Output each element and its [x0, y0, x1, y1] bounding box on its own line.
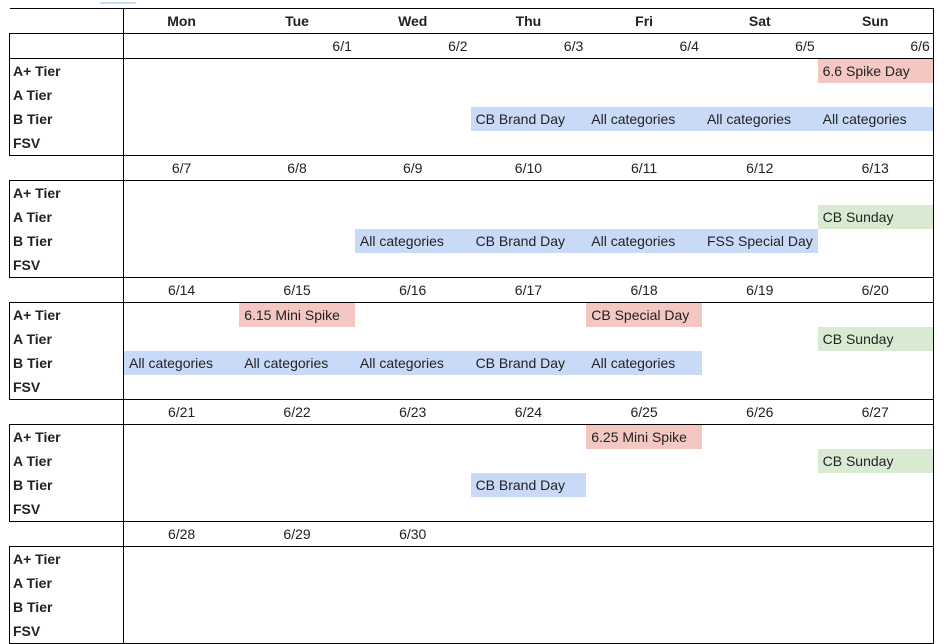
day-cell[interactable]: [471, 375, 587, 400]
date-cell: [702, 522, 818, 547]
day-cell[interactable]: [239, 327, 355, 351]
day-cell[interactable]: [702, 229, 818, 253]
day-cell[interactable]: [818, 619, 934, 644]
day-cell[interactable]: [586, 131, 702, 156]
day-cell[interactable]: [124, 253, 240, 278]
day-cell[interactable]: [471, 107, 587, 131]
date-cell: 6/18: [586, 278, 702, 303]
tier-row: [10, 595, 934, 619]
tier-label: A+ Tier: [10, 181, 124, 206]
day-cell[interactable]: [702, 375, 818, 400]
day-cell[interactable]: [239, 449, 355, 473]
day-cell[interactable]: [239, 59, 355, 84]
date-cell: 6/14: [124, 278, 240, 303]
date-cell: [124, 34, 240, 59]
date-cell: 6/22: [239, 400, 355, 425]
date-row-label: [10, 34, 124, 59]
day-cell[interactable]: [124, 425, 240, 450]
tier-row: [10, 303, 934, 328]
day-cell[interactable]: [818, 351, 934, 375]
day-cell[interactable]: [471, 425, 587, 450]
day-header-sat: Sat: [702, 9, 818, 34]
tier-row: [10, 571, 934, 595]
tier-row: [10, 351, 934, 375]
event-label[interactable]: 6.25 Mini Spike: [586, 425, 702, 449]
event-label[interactable]: All categories: [586, 351, 702, 375]
event-label[interactable]: All categories: [586, 107, 702, 131]
tier-label: B Tier: [10, 229, 124, 253]
day-cell[interactable]: [124, 303, 240, 328]
day-cell[interactable]: [586, 253, 702, 278]
day-cell[interactable]: [355, 253, 471, 278]
event-label[interactable]: 6.15 Mini Spike: [239, 303, 355, 327]
day-cell[interactable]: [471, 619, 587, 644]
day-cell[interactable]: [124, 181, 240, 206]
tier-label: A+ Tier: [10, 425, 124, 450]
tier-label: A Tier: [10, 205, 124, 229]
day-cell[interactable]: [702, 107, 818, 131]
day-cell[interactable]: [239, 253, 355, 278]
tier-label: A Tier: [10, 571, 124, 595]
date-cell: 6/27: [818, 400, 934, 425]
day-cell[interactable]: [239, 497, 355, 522]
day-cell[interactable]: [471, 327, 587, 351]
tier-label: B Tier: [10, 351, 124, 375]
tier-label: B Tier: [10, 473, 124, 497]
date-cell: 6/9: [355, 156, 471, 181]
event-label[interactable]: All categories: [355, 229, 471, 253]
tier-label: FSV: [10, 375, 124, 400]
date-cell: 6/5: [702, 34, 818, 59]
day-cell[interactable]: [355, 375, 471, 400]
header-corner: [10, 9, 124, 34]
day-cell[interactable]: [471, 547, 587, 572]
day-cell[interactable]: [355, 303, 471, 328]
event-label[interactable]: FSS Special Day: [702, 229, 818, 253]
day-header-fri: Fri: [586, 9, 702, 34]
day-header-mon: Mon: [124, 9, 240, 34]
date-cell: 6/20: [818, 278, 934, 303]
day-cell[interactable]: [355, 205, 471, 229]
date-cell: 6/24: [471, 400, 587, 425]
tier-row: [10, 205, 934, 229]
day-cell[interactable]: [586, 571, 702, 595]
day-cell[interactable]: [702, 449, 818, 473]
day-cell[interactable]: [702, 619, 818, 644]
day-cell[interactable]: [355, 619, 471, 644]
date-row-label: [10, 278, 124, 303]
week-date-row: [10, 400, 934, 425]
day-cell[interactable]: [471, 253, 587, 278]
week-date-row: [10, 278, 934, 303]
tier-row: [10, 327, 934, 351]
day-cell[interactable]: [702, 473, 818, 497]
day-header-thu: Thu: [471, 9, 587, 34]
event-label[interactable]: All categories: [586, 229, 702, 253]
day-cell[interactable]: [586, 473, 702, 497]
day-cell[interactable]: [471, 83, 587, 107]
day-cell[interactable]: [355, 497, 471, 522]
day-cell[interactable]: [124, 59, 240, 84]
day-cell[interactable]: [818, 595, 934, 619]
day-cell[interactable]: [239, 571, 355, 595]
date-cell: 6/29: [239, 522, 355, 547]
day-cell[interactable]: [239, 303, 355, 328]
day-cell[interactable]: [124, 83, 240, 107]
day-cell[interactable]: [471, 59, 587, 84]
date-cell: 6/10: [471, 156, 587, 181]
day-cell[interactable]: [239, 619, 355, 644]
day-cell[interactable]: [586, 107, 702, 131]
tier-label: A+ Tier: [10, 547, 124, 572]
date-row-label: [10, 522, 124, 547]
event-label[interactable]: CB Brand Day: [471, 473, 587, 497]
day-cell[interactable]: [355, 351, 471, 375]
day-cell[interactable]: [586, 83, 702, 107]
week-date-row: [10, 156, 934, 181]
day-cell[interactable]: [702, 59, 818, 84]
day-cell[interactable]: [239, 595, 355, 619]
day-cell[interactable]: [239, 107, 355, 131]
day-cell[interactable]: [124, 205, 240, 229]
day-cell[interactable]: [702, 303, 818, 328]
tier-row: [10, 547, 934, 572]
day-cell[interactable]: [124, 327, 240, 351]
day-cell[interactable]: [355, 595, 471, 619]
tier-row: [10, 107, 934, 131]
day-cell[interactable]: [471, 449, 587, 473]
tier-row: [10, 181, 934, 206]
date-cell: 6/15: [239, 278, 355, 303]
day-cell[interactable]: [124, 473, 240, 497]
tier-label: B Tier: [10, 107, 124, 131]
day-cell[interactable]: [818, 107, 934, 131]
day-header-tue: Tue: [239, 9, 355, 34]
day-header-row: [10, 9, 934, 34]
tier-row: [10, 253, 934, 278]
day-cell[interactable]: [471, 595, 587, 619]
day-cell[interactable]: [586, 449, 702, 473]
day-cell[interactable]: [355, 473, 471, 497]
day-cell[interactable]: [239, 425, 355, 450]
day-cell[interactable]: [818, 303, 934, 328]
day-cell[interactable]: [355, 229, 471, 253]
day-cell[interactable]: [586, 595, 702, 619]
event-label[interactable]: CB Brand Day: [471, 351, 587, 375]
day-cell[interactable]: [355, 449, 471, 473]
selection-marker: [100, 2, 136, 4]
date-cell: 6/13: [818, 156, 934, 181]
day-cell[interactable]: [124, 497, 240, 522]
event-label[interactable]: CB Special Day: [586, 303, 702, 327]
event-label[interactable]: All categories: [355, 351, 471, 375]
day-cell[interactable]: [702, 425, 818, 450]
event-label[interactable]: CB Brand Day: [471, 107, 587, 131]
day-cell[interactable]: [355, 59, 471, 84]
tier-label: FSV: [10, 619, 124, 644]
day-cell[interactable]: [239, 375, 355, 400]
tier-label: A Tier: [10, 449, 124, 473]
day-cell[interactable]: [355, 107, 471, 131]
day-cell[interactable]: [355, 327, 471, 351]
tier-label: A Tier: [10, 83, 124, 107]
day-cell[interactable]: [471, 303, 587, 328]
day-cell[interactable]: [818, 425, 934, 450]
day-cell[interactable]: [355, 547, 471, 572]
tier-label: A+ Tier: [10, 303, 124, 328]
day-cell[interactable]: [818, 449, 934, 473]
day-cell[interactable]: [818, 547, 934, 572]
day-cell[interactable]: [818, 205, 934, 229]
day-cell[interactable]: [471, 131, 587, 156]
day-cell[interactable]: [586, 229, 702, 253]
day-cell[interactable]: [239, 351, 355, 375]
day-cell[interactable]: [702, 131, 818, 156]
tier-row: [10, 619, 934, 644]
date-cell: 6/1: [239, 34, 355, 59]
day-cell[interactable]: [818, 229, 934, 253]
day-cell[interactable]: [702, 571, 818, 595]
day-cell[interactable]: [471, 473, 587, 497]
date-cell: [586, 522, 702, 547]
day-cell[interactable]: [355, 571, 471, 595]
day-cell[interactable]: [124, 619, 240, 644]
tier-label: B Tier: [10, 595, 124, 619]
date-cell: 6/6: [818, 34, 934, 59]
day-cell[interactable]: [124, 449, 240, 473]
day-cell[interactable]: [124, 547, 240, 572]
date-cell: [818, 522, 934, 547]
day-cell[interactable]: [124, 351, 240, 375]
tier-row: [10, 449, 934, 473]
day-cell[interactable]: [702, 181, 818, 206]
day-cell[interactable]: [355, 181, 471, 206]
day-cell[interactable]: [239, 131, 355, 156]
tier-row: [10, 229, 934, 253]
event-label[interactable]: CB Sunday: [818, 449, 933, 473]
date-cell: 6/23: [355, 400, 471, 425]
day-cell[interactable]: [586, 351, 702, 375]
date-cell: 6/16: [355, 278, 471, 303]
day-cell[interactable]: [124, 375, 240, 400]
day-cell[interactable]: [471, 229, 587, 253]
tier-row: [10, 473, 934, 497]
day-cell[interactable]: [702, 83, 818, 107]
day-cell[interactable]: [124, 107, 240, 131]
day-cell[interactable]: [586, 497, 702, 522]
day-cell[interactable]: [586, 425, 702, 450]
date-cell: 6/7: [124, 156, 240, 181]
day-cell[interactable]: [355, 83, 471, 107]
day-cell[interactable]: [355, 425, 471, 450]
day-cell[interactable]: [471, 351, 587, 375]
day-cell[interactable]: [239, 473, 355, 497]
day-cell[interactable]: [124, 571, 240, 595]
day-cell[interactable]: [471, 181, 587, 206]
day-cell[interactable]: [586, 375, 702, 400]
date-cell: [471, 522, 587, 547]
tier-label: A Tier: [10, 327, 124, 351]
date-cell: 6/12: [702, 156, 818, 181]
day-cell[interactable]: [586, 181, 702, 206]
day-cell[interactable]: [702, 497, 818, 522]
tier-row: [10, 131, 934, 156]
day-cell[interactable]: [124, 229, 240, 253]
day-cell[interactable]: [124, 595, 240, 619]
day-header-wed: Wed: [355, 9, 471, 34]
date-cell: 6/4: [586, 34, 702, 59]
date-cell: 6/26: [702, 400, 818, 425]
day-cell[interactable]: [239, 229, 355, 253]
day-cell[interactable]: [818, 181, 934, 206]
day-cell[interactable]: [586, 547, 702, 572]
day-cell[interactable]: [239, 205, 355, 229]
date-cell: 6/28: [124, 522, 240, 547]
event-label[interactable]: CB Sunday: [818, 327, 933, 351]
date-cell: 6/30: [355, 522, 471, 547]
day-cell[interactable]: [818, 327, 934, 351]
tier-label: FSV: [10, 253, 124, 278]
tier-row: [10, 59, 934, 84]
event-label[interactable]: All categories: [124, 351, 239, 375]
event-label[interactable]: All categories: [818, 107, 933, 131]
day-cell[interactable]: [818, 131, 934, 156]
day-cell[interactable]: [818, 571, 934, 595]
event-label[interactable]: 6.6 Spike Day: [818, 59, 933, 83]
day-cell[interactable]: [471, 205, 587, 229]
day-cell[interactable]: [586, 327, 702, 351]
day-cell[interactable]: [124, 131, 240, 156]
date-cell: 6/2: [355, 34, 471, 59]
date-cell: 6/3: [471, 34, 587, 59]
day-header-sun: Sun: [818, 9, 934, 34]
day-cell[interactable]: [702, 253, 818, 278]
day-cell[interactable]: [586, 303, 702, 328]
day-cell[interactable]: [355, 131, 471, 156]
date-cell: 6/25: [586, 400, 702, 425]
day-cell[interactable]: [818, 253, 934, 278]
day-cell[interactable]: [586, 59, 702, 84]
day-cell[interactable]: [702, 547, 818, 572]
date-row-label: [10, 156, 124, 181]
event-label[interactable]: CB Brand Day: [471, 229, 587, 253]
tier-label: A+ Tier: [10, 59, 124, 84]
date-cell: 6/8: [239, 156, 355, 181]
tier-row: [10, 83, 934, 107]
day-cell[interactable]: [818, 473, 934, 497]
event-label[interactable]: All categories: [702, 107, 818, 131]
date-cell: 6/21: [124, 400, 240, 425]
tier-row: [10, 497, 934, 522]
day-cell[interactable]: [586, 205, 702, 229]
event-label[interactable]: All categories: [239, 351, 355, 375]
day-cell[interactable]: [471, 571, 587, 595]
day-cell[interactable]: [239, 181, 355, 206]
tier-row: [10, 375, 934, 400]
day-cell[interactable]: [471, 497, 587, 522]
tier-label: FSV: [10, 497, 124, 522]
calendar-grid: [9, 8, 934, 644]
day-cell[interactable]: [702, 595, 818, 619]
date-cell: 6/17: [471, 278, 587, 303]
day-cell[interactable]: [818, 497, 934, 522]
week-date-row: [10, 522, 934, 547]
date-cell: 6/19: [702, 278, 818, 303]
day-cell[interactable]: [818, 59, 934, 84]
day-cell[interactable]: [818, 83, 934, 107]
event-label[interactable]: CB Sunday: [818, 205, 933, 229]
week-date-row: [10, 34, 934, 59]
tier-label: FSV: [10, 131, 124, 156]
day-cell[interactable]: [702, 327, 818, 351]
day-cell[interactable]: [702, 351, 818, 375]
day-cell[interactable]: [239, 547, 355, 572]
day-cell[interactable]: [586, 619, 702, 644]
day-cell[interactable]: [239, 83, 355, 107]
tier-row: [10, 425, 934, 450]
day-cell[interactable]: [702, 205, 818, 229]
day-cell[interactable]: [818, 375, 934, 400]
date-cell: 6/11: [586, 156, 702, 181]
date-row-label: [10, 400, 124, 425]
